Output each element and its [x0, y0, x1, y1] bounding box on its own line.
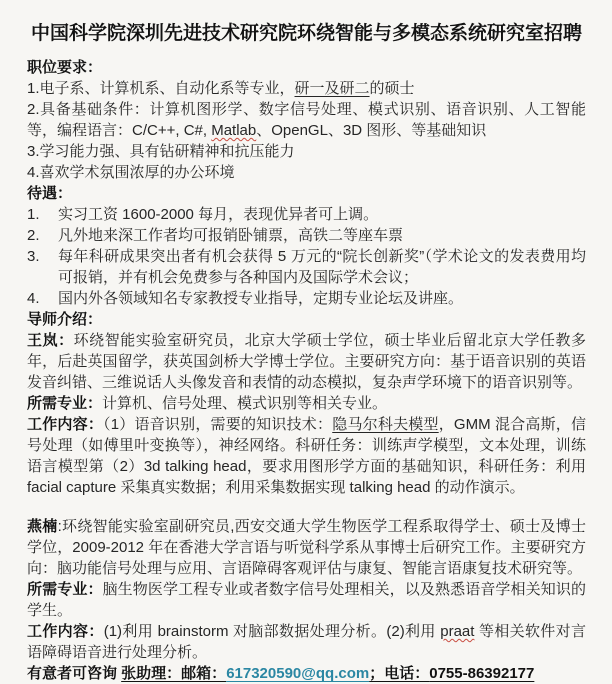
section-label: 待遇： [27, 185, 73, 202]
list-number: 2. [27, 227, 40, 244]
mentor-name: 燕楠 [27, 518, 58, 535]
text-segment: 有意者可咨询 [27, 665, 122, 682]
benefit-item-2 [27, 225, 586, 246]
benefit-text: 每年科研成果突出者有机会获得 5 万元的“院长创新奖”（学术论文的发表费用均可报销，并有机会免费参与各种国内及国际学术会议； [58, 248, 586, 286]
mentor-wang-bio [27, 330, 586, 393]
contact-label: 张助理：邮箱： [121, 665, 227, 682]
job-requirement-item-4: 4.喜欢学术氛围浓厚的办公环境 [27, 164, 235, 181]
job-requirement-item-2 [27, 99, 586, 141]
field-label: 工作内容： [27, 623, 104, 640]
job-requirement-item-1 [27, 78, 586, 99]
text-segment: :环绕智能实验室副研究员,西安交通大学生物医学工程系取得学士、硕士及博士学位，2009-2012 年在香港大学言语与听觉科学系从事博士后研究工作。主要研究方向：脑功能信号处理与应用、言语障碍客观评估与康复、智能言语康复技术研究等。 [27, 518, 586, 577]
underlined-text: 隐马尔科夫模型 [332, 416, 439, 433]
text-segment: 、OpenGL、3D 图形、等基础知识 [256, 122, 487, 139]
underlined-text: 研一及研二 [294, 80, 370, 97]
section-label: 职位要求： [27, 59, 103, 76]
field-label: 工作内容： [27, 416, 104, 433]
text-segment: 脑生物医学工程专业或者数字信号处理相关，以及熟悉语音学相关知识的学生。 [27, 581, 586, 619]
mentor-yan-work [27, 621, 586, 663]
text-segment: 等相关软件对言语障碍语音进行处理分析。 [27, 623, 586, 661]
benefits-heading [27, 183, 586, 204]
list-number: 3. [27, 248, 40, 265]
mentor-wang-majors [27, 393, 586, 414]
job-requirement-item-3: 3.学习能力强、具有钻研精神和抗压能力 [27, 143, 295, 160]
text-segment: 1.电子系、计算机系、自动化系等专业， [27, 80, 295, 97]
benefit-text: 国内外各领域知名专家教授专业指导，定期专业论坛及讲座。 [58, 290, 464, 307]
spellcheck-word: praat [440, 623, 475, 640]
text-segment: (1)利用 brainstorm 对脑部数据处理分析。(2)利用 [103, 623, 441, 640]
spellcheck-word: Matlab [211, 122, 257, 139]
job-requirements-heading [27, 57, 586, 78]
email-link[interactable]: 617320590@qq.com [226, 665, 370, 682]
mentor-yan-bio [27, 516, 586, 579]
section-label: 导师介绍： [27, 311, 103, 328]
page-title: 中国科学院深圳先进技术研究院环绕智能与多模态系统研究室招聘 [30, 23, 582, 44]
benefit-text: 凡外地来深工作者均可报销卧铺票，高铁二等座车票 [58, 227, 404, 244]
text-segment: 计算机、信号处理、模式识别等相关专业。 [102, 395, 388, 412]
field-label: 所需专业： [27, 395, 103, 412]
mentor-wang-work [27, 414, 586, 498]
text-segment: （1）语音识别，需要的知识技术： [103, 416, 333, 433]
mentor-name: 王岚： [27, 332, 74, 349]
benefit-item-1 [27, 204, 586, 225]
benefit-item-4 [27, 288, 586, 309]
text-segment: ；电话： [369, 665, 430, 682]
text-segment: 的硕士 [369, 80, 415, 97]
field-label: 所需专业： [27, 581, 103, 598]
contact-line [27, 663, 586, 684]
mentor-yan-majors [27, 579, 586, 621]
list-number: 1. [27, 206, 40, 223]
benefit-text: 实习工资 1600-2000 每月，表现优异者可上调。 [58, 206, 379, 223]
phone-number: 0755-86392177 [429, 665, 535, 682]
benefit-item-3 [27, 246, 586, 288]
list-number: 4. [27, 290, 40, 307]
text-segment: 2.具备基础条件：计算机图形学、数字信号处理、模式识别、语音识别、人工智能等，编程语言：C/C++, C#, [27, 101, 586, 139]
text-segment: 环绕智能实验室研究员，北京大学硕士学位，硕士毕业后留北京大学任教多年，后赴英国留学，获英国剑桥大学博士学位。主要研究方向：基于语音识别的英语发音纠错、三维说话人头像发音和表情的动态模拟，复杂声学环境下的语音识别等。 [27, 332, 586, 391]
text-segment: ，GMM 混合高斯，信号处理（如傅里叶变换等），神经网络。科研任务：训练声学模型，文本处理，训练语言模型第（2）3d talking head，要求用图形学方面的基础知识，科研任务：利用 facial capture 采集真实数据；利用采集数据实现 talking head 的动作演示。 [27, 416, 586, 496]
mentors-heading [27, 309, 586, 330]
